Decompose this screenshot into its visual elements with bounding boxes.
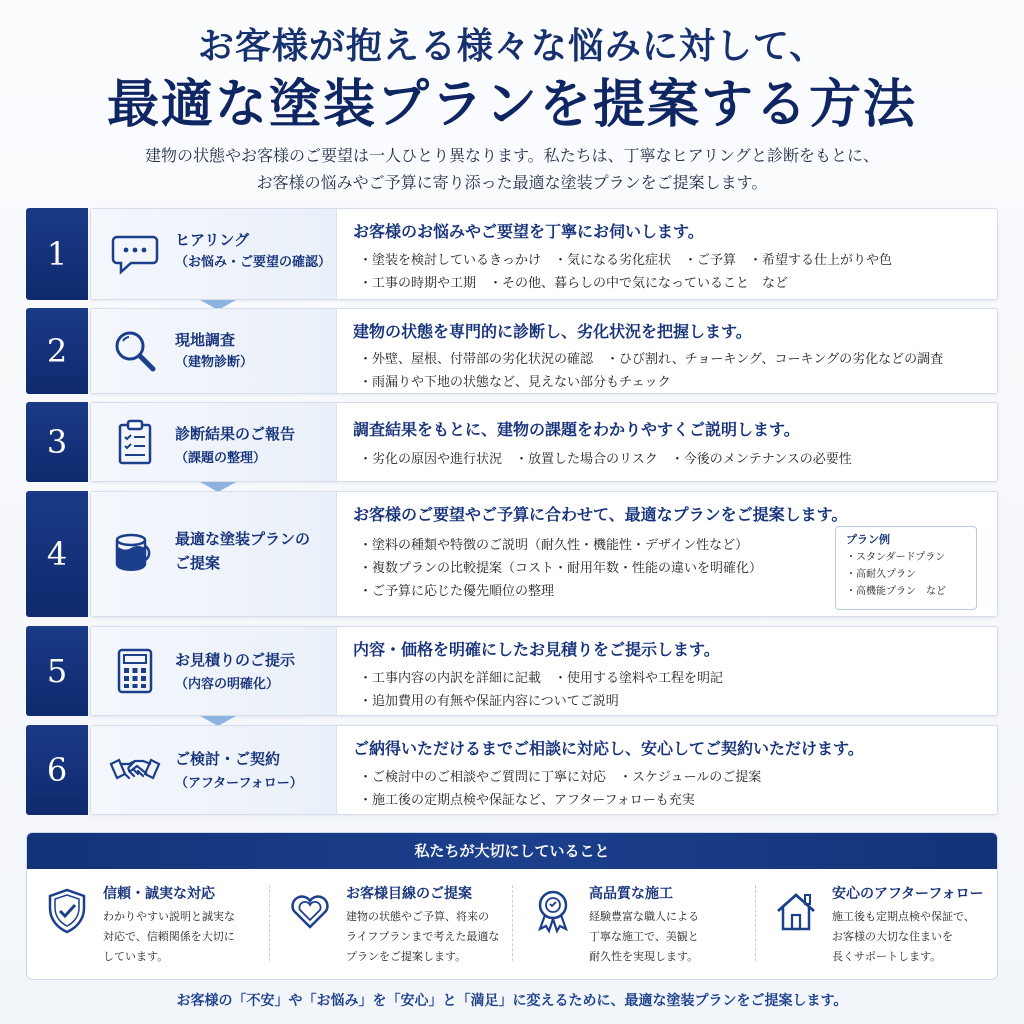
value-text xyxy=(589,907,751,967)
step-heading: ご納得いただけるまでご相談に対応し、安心してご契約いただけます。 xyxy=(353,739,864,758)
step-label-panel xyxy=(91,209,337,299)
step-bullet: ・ご予算に応じた優先順位の整理 xyxy=(359,584,555,599)
step-3 xyxy=(26,402,998,482)
step-card xyxy=(90,491,998,617)
value-text-line: 対応で、信頼関係を大切に xyxy=(103,930,235,943)
value-text-line: ライフプランまで考えた最適な xyxy=(346,930,500,943)
paint-bucket-icon xyxy=(109,526,161,578)
step-heading: お客様のご要望やご予算に合わせて、最適なプランをご提案します。 xyxy=(353,505,848,524)
plan-example-title: プラン例 xyxy=(846,533,890,546)
value-item xyxy=(513,869,756,979)
step-bullet: ・劣化の原因や進行状況 ・放置した場合のリスク ・今後のメンテナンスの必要性 xyxy=(359,452,852,467)
value-item xyxy=(270,869,513,979)
step-label-panel xyxy=(91,492,337,616)
plan-example-box xyxy=(835,526,977,610)
value-title: 安心のアフターフォロー xyxy=(832,886,984,902)
page-title-line1: お客様が抱える様々な悩みに対して、 xyxy=(197,25,827,67)
footer-message: お客様の「不安」や「お悩み」を「安心」と「満足」に変えるために、最適な塗装プランをご提案します。 xyxy=(176,993,848,1009)
magnifier-icon xyxy=(109,325,161,377)
clipboard-icon xyxy=(109,417,161,469)
intro-text xyxy=(0,142,1024,196)
step-label-panel xyxy=(91,726,337,814)
plan-example-item: ・高機能プラン など xyxy=(846,586,946,597)
value-text-line: わかりやすい説明と誠実な xyxy=(103,910,235,923)
step-bullet: ・雨漏りや下地の状態など、見えない部分もチェック xyxy=(359,375,671,390)
step-5 xyxy=(26,626,998,716)
value-text-line: 耐久性を実現します。 xyxy=(589,950,699,963)
step-card xyxy=(90,626,998,716)
step-subtitle: ご提案 xyxy=(175,554,221,572)
step-number: 2 xyxy=(26,308,88,394)
page-title-line2: 最適な塗装プランを提案する方法 xyxy=(106,74,917,135)
step-label-panel xyxy=(91,627,337,715)
step-subtitle: （建物診断） xyxy=(175,355,254,370)
step-heading: 調査結果をもとに、建物の課題をわかりやすくご説明します。 xyxy=(353,420,800,439)
step-title: お見積りのご提示 xyxy=(175,651,296,669)
step-subtitle: （お悩み・ご要望の確認） xyxy=(175,255,332,270)
shield-check-icon xyxy=(45,887,89,935)
step-bullet: ・複数プランの比較提案（コスト・耐用年数・性能の違いを明確化） xyxy=(359,561,763,576)
step-1 xyxy=(26,208,998,300)
step-title: 現地調査 xyxy=(175,331,236,349)
step-number: 5 xyxy=(26,626,88,716)
step-4 xyxy=(26,491,998,617)
value-text-line: プランをご提案します。 xyxy=(346,950,467,963)
step-bullet: ・塗装を検討しているきっかけ ・気になる劣化症状 ・ご予算 ・希望する仕上がりや色 xyxy=(359,253,893,268)
speech-bubble-icon xyxy=(109,227,161,279)
value-text-line: 経験豊富な職人による xyxy=(589,910,699,923)
step-bullet: ・塗料の種類や特徴のご説明（耐久性・機能性・デザイン性など） xyxy=(359,538,749,553)
step-label-panel xyxy=(91,309,337,393)
values-heading: 私たちが大切にしていること xyxy=(27,833,997,869)
step-heading: 建物の状態を専門的に診断し、劣化状況を把握します。 xyxy=(353,322,752,341)
plan-example-item: ・高耐久プラン xyxy=(846,569,916,580)
value-text xyxy=(103,907,265,967)
step-heading: お客様のお悩みやご要望を丁寧にお伺いします。 xyxy=(353,222,704,241)
value-title: 高品質な施工 xyxy=(589,886,673,902)
step-bullet: ・ご検討中のご相談やご質問に丁寧に対応 ・スケジュールのご提案 xyxy=(359,770,762,785)
calculator-icon xyxy=(109,645,161,697)
value-text-line: しています。 xyxy=(103,950,169,963)
value-text-line: 長くサポートします。 xyxy=(832,950,942,963)
value-text-line: 施工後も定期点検や保証で、 xyxy=(832,910,975,923)
step-number: 6 xyxy=(26,725,88,815)
step-bullet: ・追加費用の有無や保証内容についてご説明 xyxy=(359,694,619,709)
step-6 xyxy=(26,725,998,815)
step-bullet: ・工事の時期や工期 ・その他、暮らしの中で気になっていること など xyxy=(359,276,789,291)
value-title: お客様目線のご提案 xyxy=(346,886,472,902)
step-2 xyxy=(26,308,998,394)
step-bullet: ・外壁、屋根、付帯部の劣化状況の確認 ・ひび割れ、チョーキング、コーキングの劣化などの調査 xyxy=(359,352,944,367)
intro-line: 建物の状態やお客様のご要望は一人ひとり異なります。私たちは、丁寧なヒアリングと診断をもとに、 xyxy=(144,146,880,165)
intro-line: お客様の悩みやご予算に寄り添った最適な塗装プランをご提案します。 xyxy=(256,173,768,192)
step-card xyxy=(90,208,998,300)
step-subtitle: （アフターフォロー） xyxy=(175,776,303,791)
values-panel xyxy=(26,832,998,980)
step-card xyxy=(90,725,998,815)
heart-hands-icon xyxy=(288,887,332,935)
plan-example-item: ・スタンダードプラン xyxy=(846,552,946,563)
step-title: 最適な塗装プランの xyxy=(175,530,311,548)
value-text xyxy=(346,907,512,967)
step-number: 4 xyxy=(26,491,88,617)
step-number: 3 xyxy=(26,402,88,482)
handshake-icon xyxy=(109,744,161,796)
step-title: ヒアリング xyxy=(175,231,250,249)
step-card xyxy=(90,308,998,394)
value-text-line: 丁寧な施工で、美観と xyxy=(589,930,699,943)
step-bullet: ・施工後の定期点検や保証など、アフターフォローも充実 xyxy=(359,793,695,808)
step-label-panel xyxy=(91,403,337,481)
step-subtitle: （内容の明確化） xyxy=(175,677,280,692)
value-item xyxy=(756,869,998,979)
value-title: 信頼・誠実な対応 xyxy=(103,886,215,902)
award-ribbon-icon xyxy=(531,887,575,935)
step-bullet: ・工事内容の内訳を詳細に記載 ・使用する塗料や工程を明記 xyxy=(359,671,724,686)
step-title: ご検討・ご契約 xyxy=(175,750,281,768)
step-card xyxy=(90,402,998,482)
value-text-line: 建物の状態やご予算、将来の xyxy=(346,910,489,923)
value-item xyxy=(27,869,270,979)
house-icon xyxy=(774,887,818,935)
value-text-line: お客様の大切な住まいを xyxy=(832,930,953,943)
step-number: 1 xyxy=(26,208,88,300)
step-title: 診断結果のご報告 xyxy=(175,425,296,443)
value-text xyxy=(832,907,994,967)
step-subtitle: （課題の整理） xyxy=(175,451,267,466)
step-heading: 内容・価格を明確にしたお見積りをご提示します。 xyxy=(353,640,720,659)
